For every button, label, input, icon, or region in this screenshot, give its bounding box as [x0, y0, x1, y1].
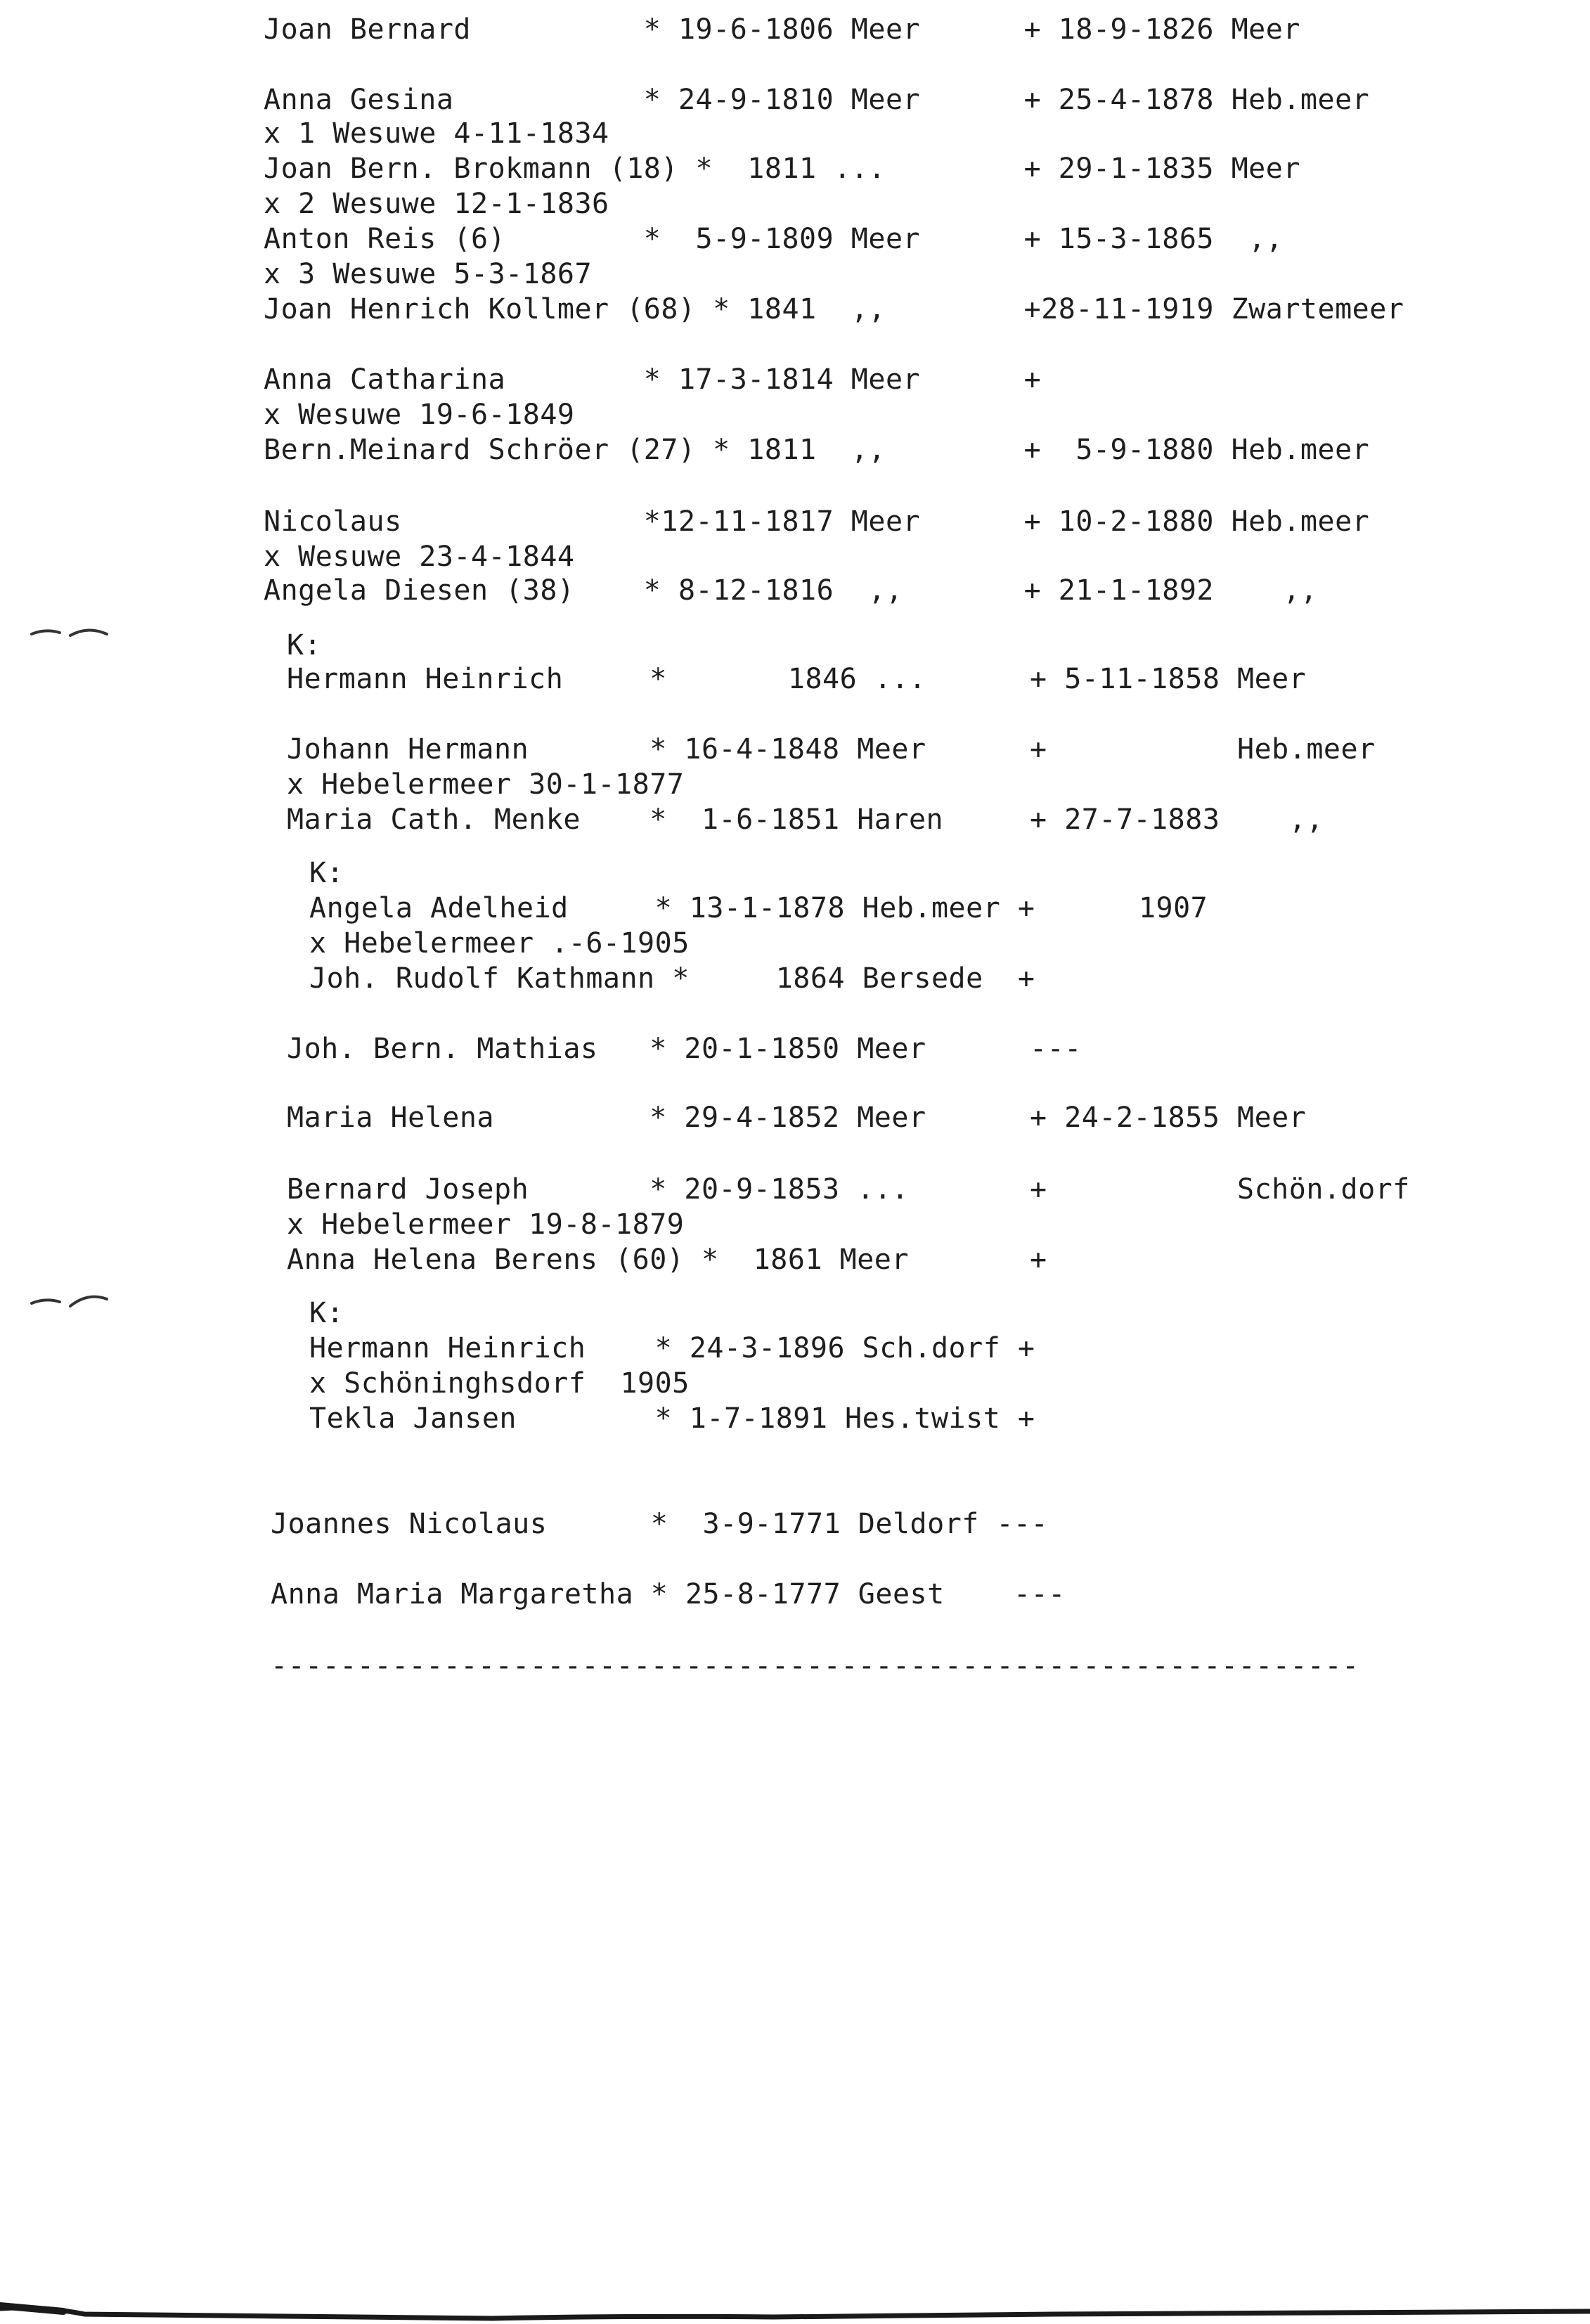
entry-joannes-nicolaus: Joannes Nicolaus * 3-9-1771 Deldorf --- — [271, 1508, 1049, 1540]
entry-hermann-heinrich-1896: Hermann Heinrich * 24-3-1896 Sch.dorf + — [309, 1332, 1035, 1364]
entry-joh-bern-mathias: Joh. Bern. Mathias * 20-1-1850 Meer --- — [287, 1033, 1082, 1065]
entry-joan-bernard: Joan Bernard * 19-6-1806 Meer + 18-9-1826 Meer — [264, 13, 1300, 46]
entry-maria-helena: Maria Helena * 29-4-1852 Meer + 24-2-1855 Meer — [287, 1102, 1307, 1134]
children-label-2: K: — [309, 857, 344, 889]
entry-angela-adelheid: Angela Adelheid * 13-1-1878 Heb.meer + 1907 — [309, 892, 1208, 924]
scan-mark-left-1 — [28, 619, 112, 647]
entry-spouse-brokmann: Joan Bern. Brokmann (18) * 1811 ... + 29-1-1835 Meer — [264, 153, 1300, 185]
entry-anna-gesina: Anna Gesina * 24-9-1810 Meer + 25-4-1878 Heb.meer — [264, 84, 1370, 116]
entry-spouse-schroer: Bern.Meinard Schröer (27) * 1811 ,, + 5-9-1880 Heb.meer — [264, 434, 1370, 466]
children-label-3: K: — [309, 1297, 344, 1329]
entry-anna-maria-margaretha: Anna Maria Margaretha * 25-8-1777 Geest --- — [271, 1578, 1066, 1610]
entry-anna-catharina: Anna Catharina * 17-3-1814 Meer + — [264, 363, 1042, 396]
marriage-line-9: x Schöninghsdorf 1905 — [309, 1367, 690, 1400]
marriage-line-2: x 2 Wesuwe 12-1-1836 — [264, 188, 609, 220]
entry-spouse-kollmer: Joan Henrich Kollmer (68) * 1841 ,, +28-11-1919 Zwartemeer — [264, 293, 1404, 325]
entry-spouse-menke: Maria Cath. Menke * 1-6-1851 Haren + 27-7-1883 ,, — [287, 803, 1324, 836]
entry-spouse-diesen: Angela Diesen (38) * 8-12-1816 ,, + 21-1-1892 ,, — [264, 574, 1318, 607]
marriage-line-8: x Hebelermeer 19-8-1879 — [287, 1208, 685, 1241]
children-label-1: K: — [287, 629, 322, 661]
entry-spouse-berens: Anna Helena Berens (60) * 1861 Meer + — [287, 1244, 1047, 1276]
marriage-line-6: x Hebelermeer 30-1-1877 — [287, 768, 685, 801]
entry-nicolaus: Nicolaus *12-11-1817 Meer + 10-2-1880 Heb.meer — [264, 505, 1370, 538]
entry-hermann-heinrich-1846: Hermann Heinrich * 1846 ... + 5-11-1858 Meer — [287, 663, 1307, 695]
entry-spouse-kathmann: Joh. Rudolf Kathmann * 1864 Bersede + — [309, 962, 1035, 995]
section-divider: --------------------------------------------------------------- — [271, 1650, 1359, 1682]
marriage-line-5: x Wesuwe 23-4-1844 — [264, 541, 575, 573]
entry-spouse-reis: Anton Reis (6) * 5-9-1809 Meer + 15-3-1865 ,, — [264, 223, 1284, 255]
entry-spouse-jansen: Tekla Jansen * 1-7-1891 Hes.twist + — [309, 1402, 1035, 1435]
marriage-line-7: x Hebelermeer .-6-1905 — [309, 927, 690, 960]
scan-mark-left-2 — [28, 1286, 112, 1315]
marriage-line-3: x 3 Wesuwe 5-3-1867 — [264, 258, 593, 290]
scan-edge-bottom — [0, 2299, 1590, 2324]
entry-bernard-joseph: Bernard Joseph * 20-9-1853 ... + Schön.dorf — [287, 1173, 1410, 1206]
marriage-line-1: x 1 Wesuwe 4-11-1834 — [264, 117, 609, 150]
entry-johann-hermann: Johann Hermann * 16-4-1848 Meer + Heb.meer — [287, 733, 1376, 766]
marriage-line-4: x Wesuwe 19-6-1849 — [264, 399, 575, 431]
